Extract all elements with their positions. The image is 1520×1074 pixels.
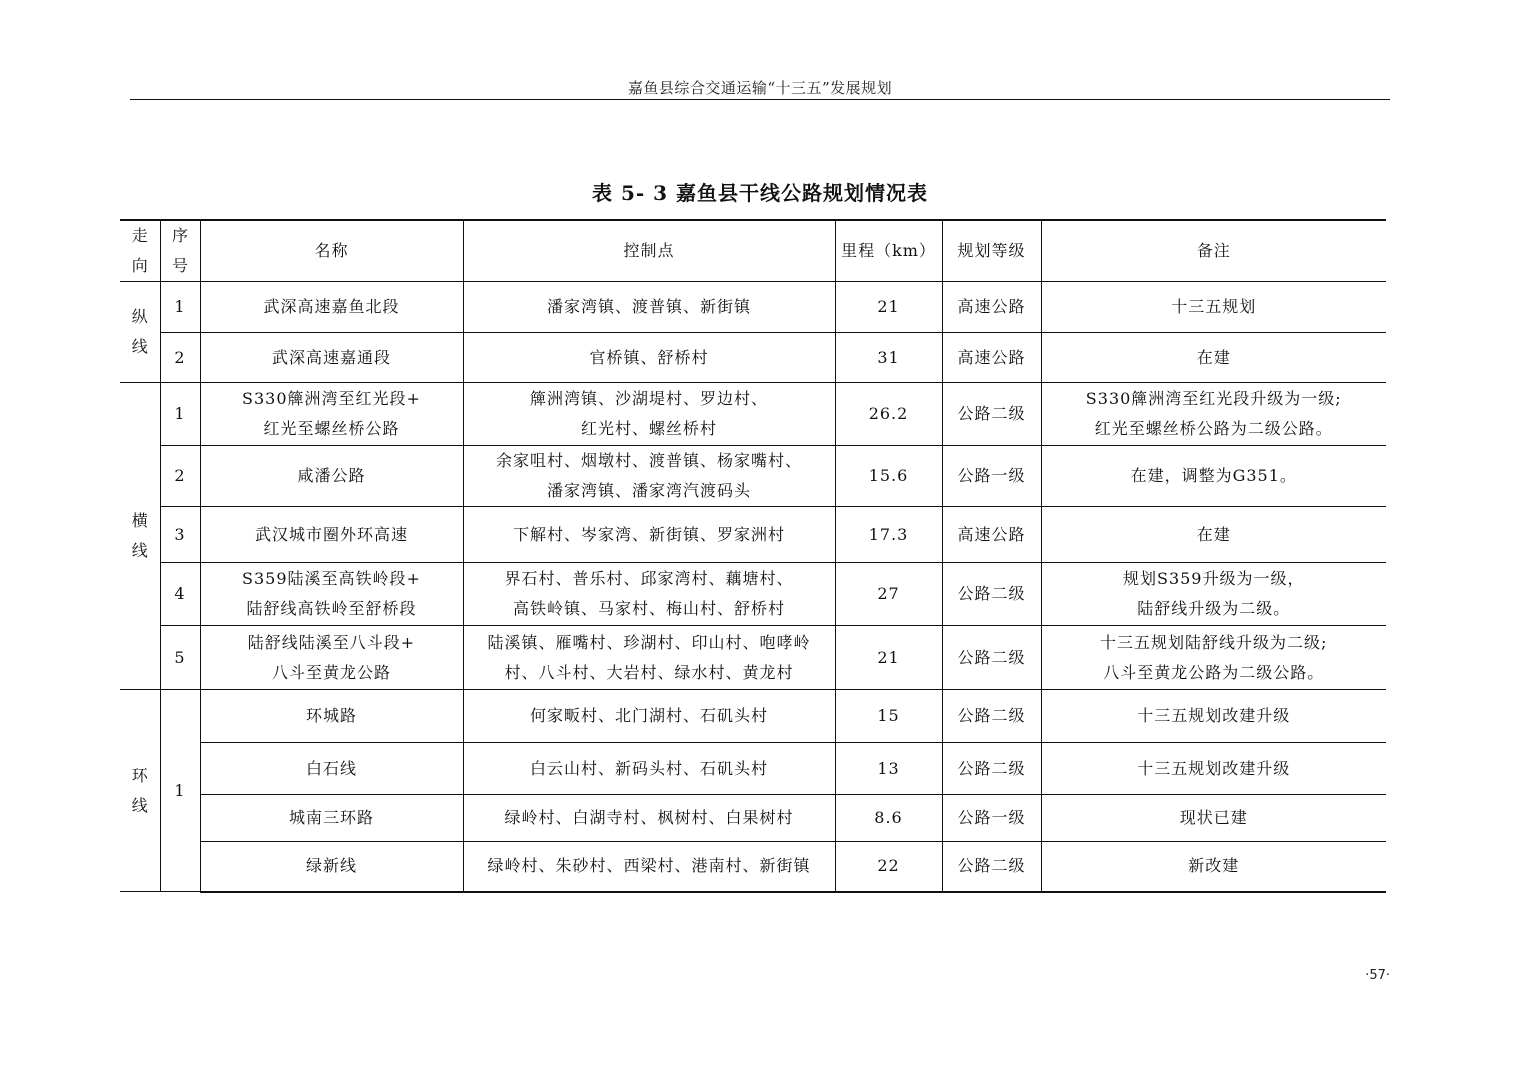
cell-note: 在建 xyxy=(1041,507,1386,563)
cell-grade: 公路一级 xyxy=(942,446,1041,507)
header-rule xyxy=(130,99,1390,100)
cell-name: 城南三环路 xyxy=(200,795,463,842)
cell-grade: 公路二级 xyxy=(942,842,1041,892)
cell-note: 在建 xyxy=(1041,333,1386,383)
table-row xyxy=(120,743,1386,795)
header-seq: 序号 xyxy=(160,220,200,282)
page-number: ·57· xyxy=(1365,968,1390,983)
cell-control: 簰洲湾镇、沙湖堤村、罗边村、 红光村、螺丝桥村 xyxy=(463,383,835,446)
cell-grade: 公路二级 xyxy=(942,626,1041,690)
cell-note: 在建，调整为G351。 xyxy=(1041,446,1386,507)
cell-name: 绿新线 xyxy=(200,842,463,892)
cell-control: 绿岭村、白湖寺村、枫树村、白果树村 xyxy=(463,795,835,842)
cell-name: 武汉城市圈外环高速 xyxy=(200,507,463,563)
cell-name: S330簰洲湾至红光段+ 红光至螺丝桥公路 xyxy=(200,383,463,446)
header-note: 备注 xyxy=(1041,220,1386,282)
header-control: 控制点 xyxy=(463,220,835,282)
cell-name: 陆舒线陆溪至八斗段+ 八斗至黄龙公路 xyxy=(200,626,463,690)
cell-control: 白云山村、新码头村、石矶头村 xyxy=(463,743,835,795)
highway-plan-table xyxy=(120,219,1386,893)
cell-grade: 高速公路 xyxy=(942,333,1041,383)
table-row xyxy=(120,282,1386,333)
cell-seq: 2 xyxy=(160,446,200,507)
header-grade: 规划等级 xyxy=(942,220,1041,282)
cell-note: 十三五规划改建升级 xyxy=(1041,743,1386,795)
cell-control: 界石村、普乐村、邱家湾村、藕塘村、 高铁岭镇、马家村、梅山村、舒桥村 xyxy=(463,563,835,626)
table-row xyxy=(120,842,1386,892)
cell-grade: 高速公路 xyxy=(942,282,1041,333)
cell-name: 武深高速嘉通段 xyxy=(200,333,463,383)
cell-seq: 5 xyxy=(160,626,200,690)
header-mileage: 里程（km） xyxy=(835,220,942,282)
table-row xyxy=(120,383,1386,446)
cell-seq: 3 xyxy=(160,507,200,563)
cell-note: 十三五规划改建升级 xyxy=(1041,690,1386,743)
header-row xyxy=(120,220,1386,282)
cell-control: 陆溪镇、雁嘴村、珍湖村、印山村、咆哮岭 村、八斗村、大岩村、绿水村、黄龙村 xyxy=(463,626,835,690)
table-row xyxy=(120,795,1386,842)
cell-control: 下解村、岑家湾、新街镇、罗家洲村 xyxy=(463,507,835,563)
cell-control: 官桥镇、舒桥村 xyxy=(463,333,835,383)
cell-grade: 公路二级 xyxy=(942,383,1041,446)
cell-mileage: 13 xyxy=(835,743,942,795)
cell-seq: 1 xyxy=(160,282,200,333)
cell-note: 规划S359升级为一级， 陆舒线升级为二级。 xyxy=(1041,563,1386,626)
cell-control: 绿岭村、朱砂村、西梁村、港南村、新街镇 xyxy=(463,842,835,892)
header-direction: 走向 xyxy=(120,220,160,282)
table-wrapper xyxy=(120,219,1386,893)
cell-mileage: 8.6 xyxy=(835,795,942,842)
cell-mileage: 22 xyxy=(835,842,942,892)
cell-mileage: 27 xyxy=(835,563,942,626)
cell-grade: 公路二级 xyxy=(942,743,1041,795)
cell-mileage: 15.6 xyxy=(835,446,942,507)
header-name: 名称 xyxy=(200,220,463,282)
cell-note: 十三五规划 xyxy=(1041,282,1386,333)
cell-note: 新改建 xyxy=(1041,842,1386,892)
table-title: 表 5- 3 嘉鱼县干线公路规划情况表 xyxy=(591,181,929,205)
cell-seq: 4 xyxy=(160,563,200,626)
group-heng: 横线 xyxy=(120,383,160,690)
group-huan: 环线 xyxy=(120,690,160,892)
table-row xyxy=(120,507,1386,563)
cell-seq: 2 xyxy=(160,333,200,383)
cell-name: S359陆溪至高铁岭段+ 陆舒线高铁岭至舒桥段 xyxy=(200,563,463,626)
table-row xyxy=(120,446,1386,507)
table-row xyxy=(120,626,1386,690)
cell-mileage: 21 xyxy=(835,282,942,333)
cell-note: 现状已建 xyxy=(1041,795,1386,842)
cell-mileage: 21 xyxy=(835,626,942,690)
table-row xyxy=(120,333,1386,383)
cell-seq: 1 xyxy=(160,383,200,446)
cell-note: S330簰洲湾至红光段升级为一级; 红光至螺丝桥公路为二级公路。 xyxy=(1041,383,1386,446)
running-head: 嘉鱼县综合交通运输“十三五”发展规划 xyxy=(627,79,893,97)
cell-name: 白石线 xyxy=(200,743,463,795)
cell-name: 咸潘公路 xyxy=(200,446,463,507)
cell-grade: 公路二级 xyxy=(942,690,1041,743)
table-row xyxy=(120,563,1386,626)
group-zong: 纵线 xyxy=(120,282,160,383)
cell-control: 潘家湾镇、渡普镇、新街镇 xyxy=(463,282,835,333)
cell-grade: 高速公路 xyxy=(942,507,1041,563)
cell-control: 何家畈村、北门湖村、石矶头村 xyxy=(463,690,835,743)
cell-mileage: 31 xyxy=(835,333,942,383)
cell-note: 十三五规划陆舒线升级为二级; 八斗至黄龙公路为二级公路。 xyxy=(1041,626,1386,690)
cell-mileage: 17.3 xyxy=(835,507,942,563)
cell-seq: 1 xyxy=(160,690,200,892)
cell-name: 武深高速嘉鱼北段 xyxy=(200,282,463,333)
cell-control: 余家咀村、烟墩村、渡普镇、杨家嘴村、 潘家湾镇、潘家湾汽渡码头 xyxy=(463,446,835,507)
table-row xyxy=(120,690,1386,743)
cell-mileage: 15 xyxy=(835,690,942,743)
cell-name: 环城路 xyxy=(200,690,463,743)
cell-mileage: 26.2 xyxy=(835,383,942,446)
cell-grade: 公路二级 xyxy=(942,563,1041,626)
cell-grade: 公路一级 xyxy=(942,795,1041,842)
